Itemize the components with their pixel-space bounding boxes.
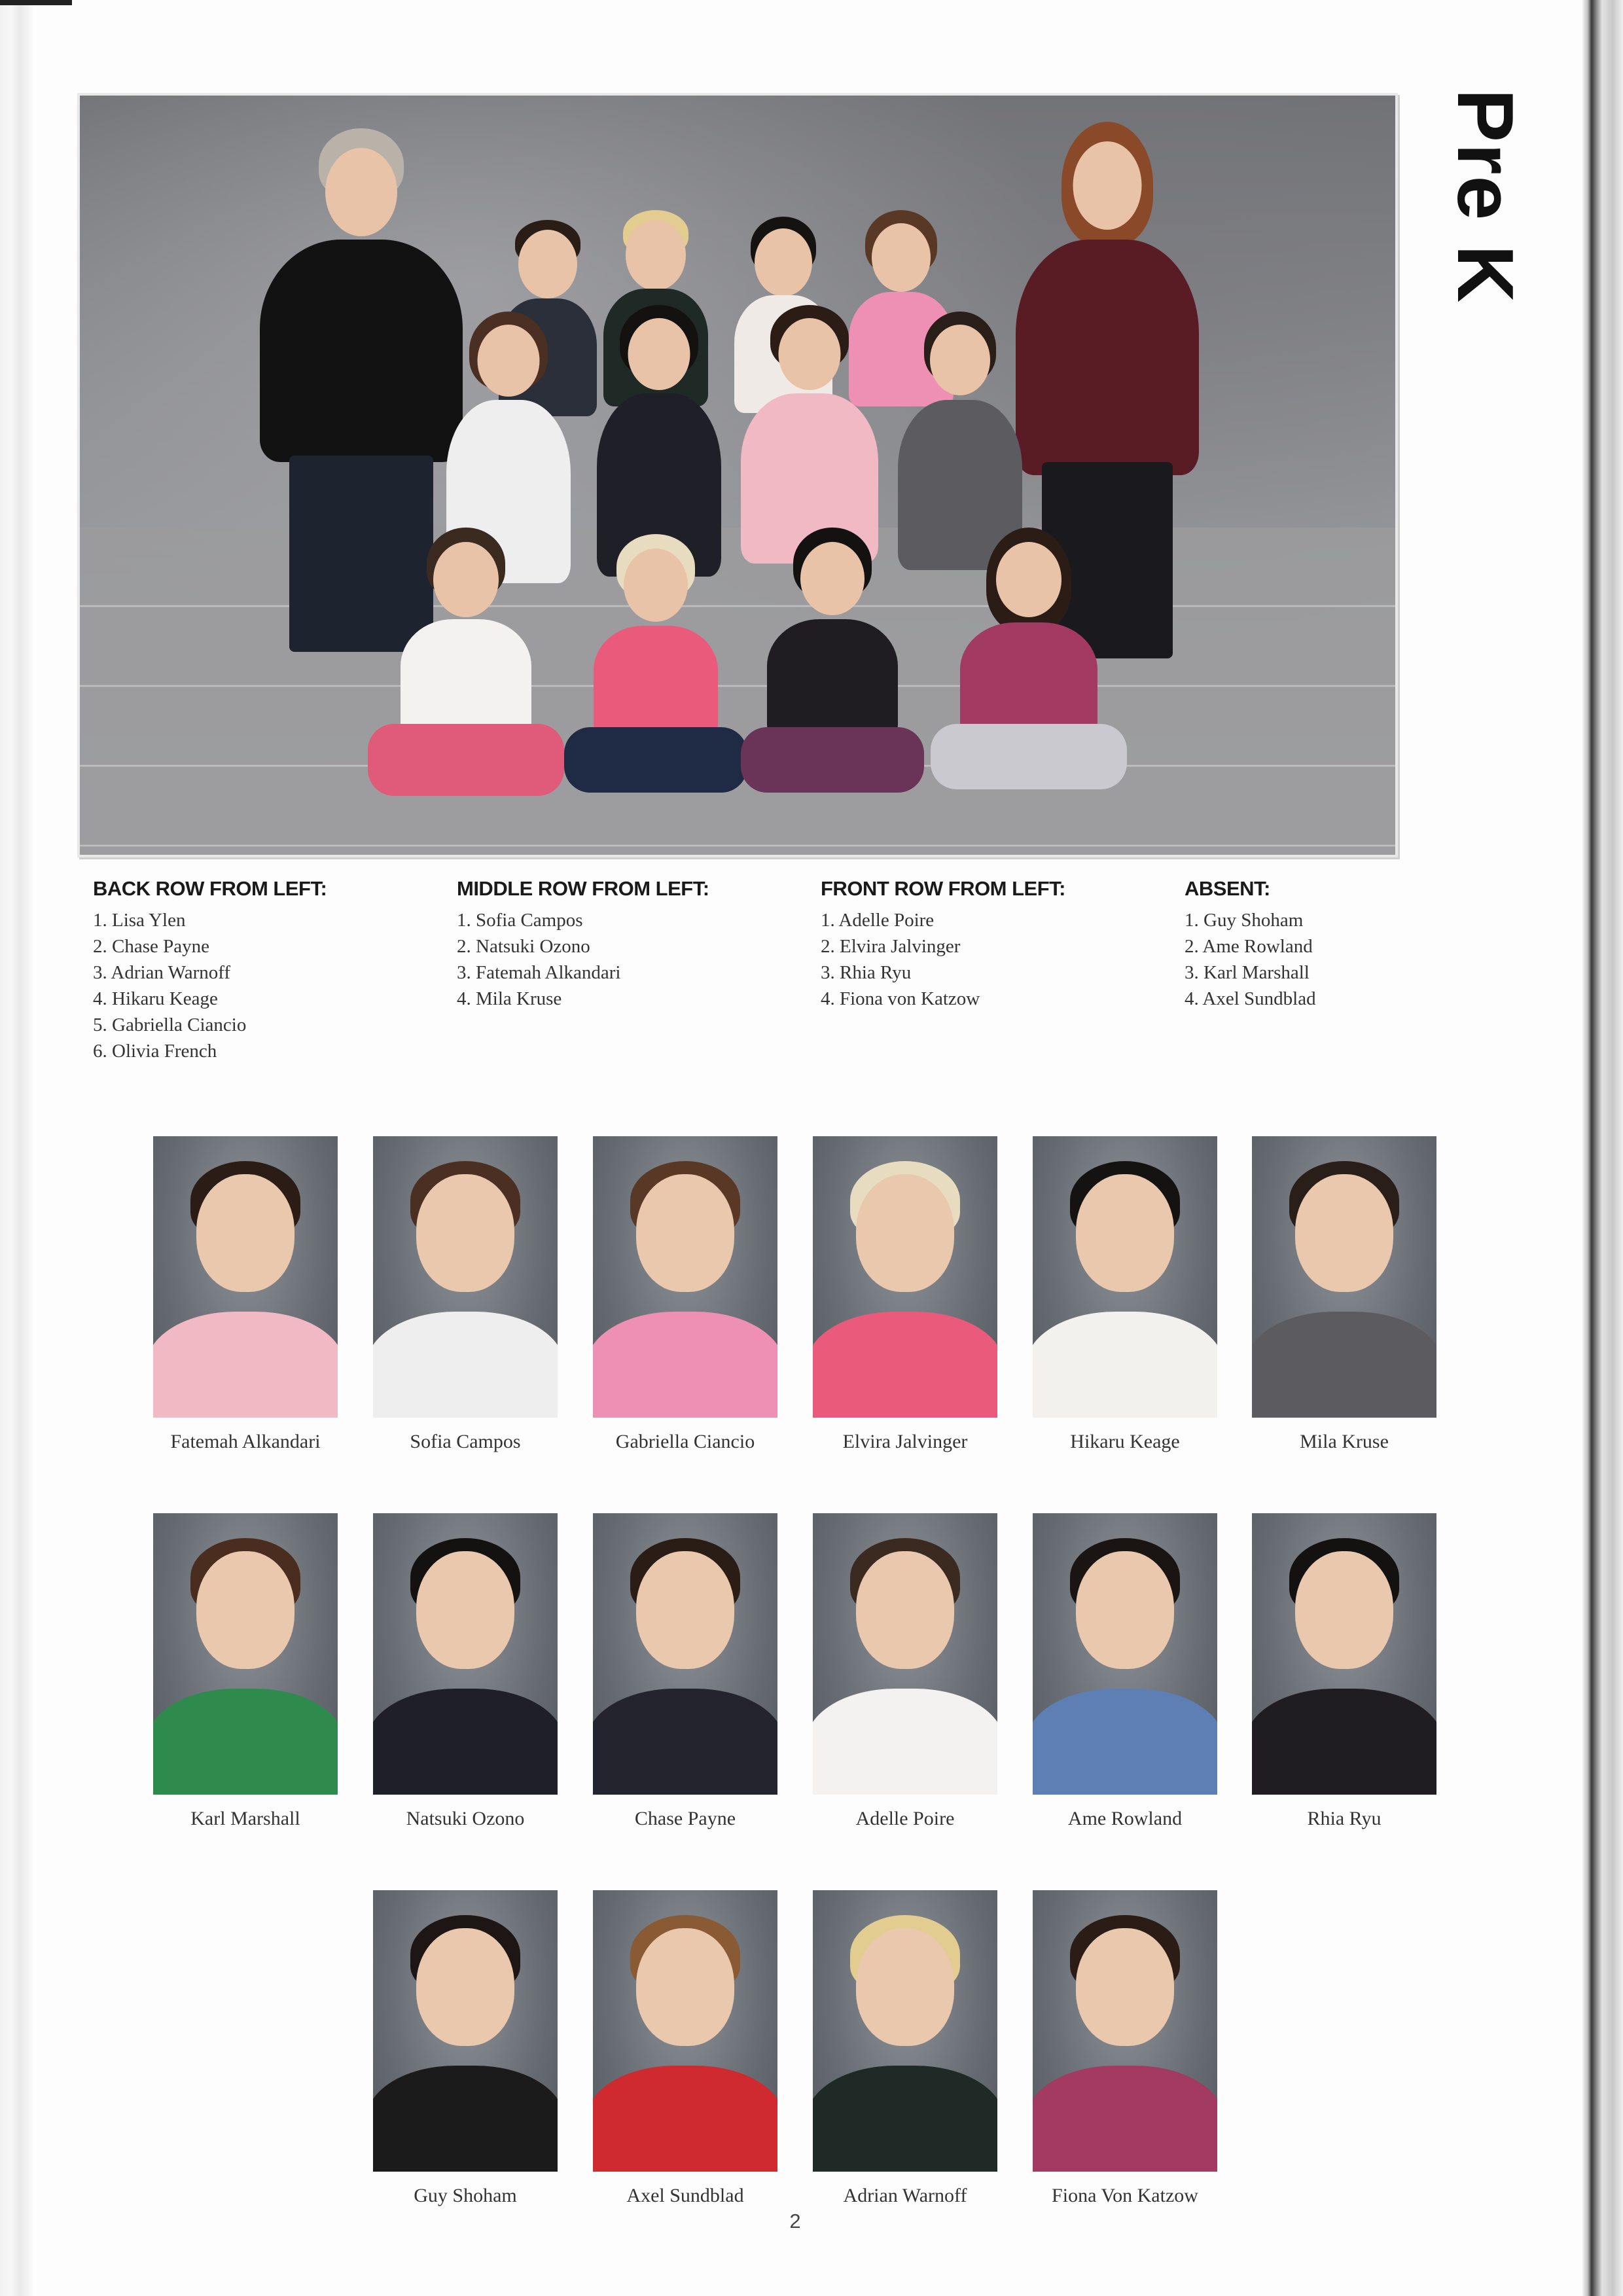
- student-portrait: [593, 1513, 777, 1830]
- portrait-photo: [1033, 1890, 1217, 2172]
- portrait-photo: [1252, 1513, 1436, 1795]
- roster-back-row: [93, 877, 327, 1064]
- portrait-photo: [813, 1890, 997, 2172]
- roster-entry: 4. Hikaru Keage: [93, 988, 218, 1009]
- portrait-photo: [813, 1513, 997, 1795]
- student-portrait: [153, 1513, 338, 1830]
- student-portrait: [813, 1890, 997, 2207]
- student-portrait: [1252, 1513, 1436, 1830]
- portrait-name: Gabriella Ciancio: [615, 1431, 755, 1452]
- portrait-photo: [593, 1136, 777, 1418]
- roster-entry: 5. Gabriella Ciancio: [93, 1014, 247, 1035]
- roster-entry: 6. Olivia French: [93, 1041, 217, 1062]
- portrait-photo: [813, 1136, 997, 1418]
- student-portrait: [813, 1513, 997, 1830]
- roster-heading: FRONT ROW FROM LEFT:: [821, 877, 1065, 900]
- portrait-name: Sofia Campos: [410, 1431, 521, 1452]
- portrait-name: Elvira Jalvinger: [842, 1431, 968, 1452]
- roster-entry: 1. Adelle Poire: [821, 910, 935, 931]
- roster-entry: 1. Guy Shoham: [1185, 910, 1304, 931]
- student-portrait: [813, 1136, 997, 1453]
- roster-entry: 4. Axel Sundblad: [1185, 988, 1316, 1009]
- portrait-name: Chase Payne: [634, 1808, 736, 1829]
- portrait-name: Rhia Ryu: [1307, 1808, 1382, 1829]
- class-title-text: Pre K: [1441, 88, 1530, 304]
- student-portrait: [373, 1890, 558, 2207]
- class-title: [1440, 88, 1531, 304]
- roster-entry: 1. Sofia Campos: [457, 910, 583, 931]
- student-portrait: [153, 1136, 338, 1453]
- student-portrait: [373, 1513, 558, 1830]
- portrait-name: Natsuki Ozono: [406, 1808, 525, 1829]
- student-portrait: [1033, 1890, 1217, 2207]
- student-portrait: [593, 1890, 777, 2207]
- student-portrait: [1252, 1136, 1436, 1453]
- portrait-name: Ame Rowland: [1067, 1808, 1183, 1829]
- roster-entry: 2. Elvira Jalvinger: [821, 936, 961, 957]
- page-left-edge: [0, 0, 33, 2296]
- roster-heading: ABSENT:: [1185, 877, 1270, 900]
- portrait-photo: [373, 1890, 558, 2172]
- portrait-photo: [1033, 1513, 1217, 1795]
- roster-entry: 2. Chase Payne: [93, 936, 209, 957]
- roster-entry: 3. Rhia Ryu: [821, 962, 912, 983]
- roster-entry: 3. Fatemah Alkandari: [457, 962, 621, 983]
- page-binding-edge: [1582, 0, 1623, 2296]
- roster-entry: 4. Mila Kruse: [457, 988, 562, 1009]
- student-portrait: [373, 1136, 558, 1453]
- portrait-name: Mila Kruse: [1300, 1431, 1389, 1452]
- student-portrait: [593, 1136, 777, 1453]
- student-portrait: [1033, 1136, 1217, 1453]
- roster-entry: 2. Ame Rowland: [1185, 936, 1313, 957]
- class-group-photo: [77, 93, 1398, 857]
- student-portrait: [1033, 1513, 1217, 1830]
- portrait-name: Axel Sundblad: [626, 2185, 744, 2206]
- roster-entry: 1. Lisa Ylen: [93, 910, 186, 931]
- portrait-name: Fiona Von Katzow: [1052, 2185, 1198, 2206]
- roster-middle-row: [457, 877, 709, 1012]
- portrait-photo: [593, 1513, 777, 1795]
- portrait-name: Fatemah Alkandari: [170, 1431, 321, 1452]
- portrait-photo: [1252, 1136, 1436, 1418]
- portrait-photo: [373, 1513, 558, 1795]
- photo-child: [931, 528, 1127, 829]
- photo-child: [564, 534, 747, 829]
- roster-heading: BACK ROW FROM LEFT:: [93, 877, 327, 900]
- portrait-photo: [1033, 1136, 1217, 1418]
- roster-entry: 2. Natsuki Ozono: [457, 936, 590, 957]
- roster-entry: 4. Fiona von Katzow: [821, 988, 980, 1009]
- roster-absent: [1185, 877, 1316, 1012]
- photo-child: [368, 528, 564, 829]
- portrait-photo: [593, 1890, 777, 2172]
- roster-entry: 3. Karl Marshall: [1185, 962, 1310, 983]
- roster-front-row: [821, 877, 1065, 1012]
- portrait-photo: [153, 1136, 338, 1418]
- portrait-photo: [373, 1136, 558, 1418]
- portrait-name: Adelle Poire: [855, 1808, 955, 1829]
- portrait-name: Hikaru Keage: [1070, 1431, 1180, 1452]
- portrait-name: Adrian Warnoff: [843, 2185, 967, 2206]
- portrait-name: Karl Marshall: [190, 1808, 300, 1829]
- page-number: 2: [789, 2210, 801, 2233]
- portrait-name: Guy Shoham: [414, 2185, 517, 2206]
- portrait-photo: [153, 1513, 338, 1795]
- photo-child: [741, 528, 924, 829]
- roster-entry: 3. Adrian Warnoff: [93, 962, 231, 983]
- roster-heading: MIDDLE ROW FROM LEFT:: [457, 877, 709, 900]
